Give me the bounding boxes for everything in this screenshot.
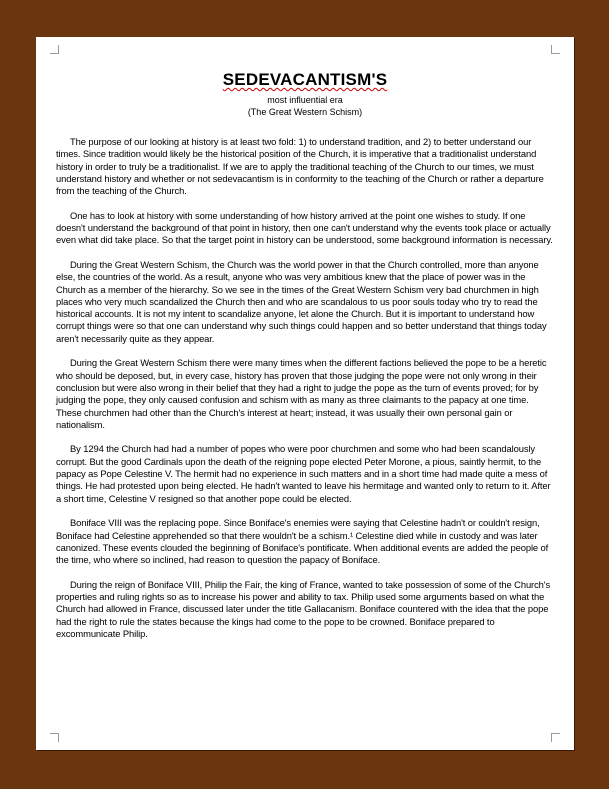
document-subtitle-era[interactable]: most influential era [267, 95, 343, 105]
margin-corner-top-right [551, 45, 560, 54]
paragraph-1[interactable]: The purpose of our looking at history is at least two fold: 1) to understand tradition, and 2) to better understand our times. Since tradition would likely be the historical position of the Church, it is imperative that a traditionalist understand history in order to truly be a traditionalist. If we are to apply the traditional teaching of the Church to our times, we must understand history and whether or not sedevacantism is in conformity to the teaching of the Church or rather a departure from the teaching of the Church. [56, 136, 544, 197]
paragraph-7[interactable]: During the reign of Boniface VIII, Philip the Fair, the king of France, wanted to take possession of some of the Church's properties and ruling rights so as to increase his power and ability to tax. Philip used some arguments based on what the Church had allowed in France, discussed later under the title Gallacanism. Boniface countered with the idea that the pope had the right to rule the states because the kings had come to the pope to be crowned. Boniface prepared to excommunicate Philip. [56, 578, 551, 639]
paragraph-4[interactable]: During the Great Western Schism there were many times when the different factions believed the pope to be a heretic who should be deposed, but, in every case, history has proven that those judging the pope were not only wrong in their conclusion but were also wrong in their belief that they had a right to judge the pope as the turn of events proved; for by judging the pope, they only caused confusion and schism with as many as three claimants to the papacy at one time. These churchmen had other than the Church's interest at heart; instead, it was usually their own personal gain or nationalism. [56, 357, 547, 430]
document-subtitle-schism[interactable]: (The Great Western Schism) [247, 107, 363, 117]
margin-corner-bottom-left [50, 733, 59, 742]
document-body[interactable] [56, 136, 556, 652]
paragraph-2[interactable]: One has to look at history with some understanding of how history arrived at the point one wishes to study. If one doesn't understand the background of that point in history, then one can't understand why the events took place or actually even what did take place. So that the target point in history can be understood, some background information is necessary. [56, 209, 553, 246]
document-page [36, 37, 574, 750]
paragraph-5[interactable]: By 1294 the Church had had a number of popes who were poor churchmen and some who had been scandalously corrupt. But the good Cardinals upon the death of the reigning pope elected Peter Morone, a pious, saintly hermit, to the papacy as Pope Celestine V. The hermit had no experience in such matters and in a short time had made quite a mess of things. He had protested upon being elected. He hadn't wanted to leave his hermitage and wanted only to return to it. After a short time, Celestine V resigned so that another pope could be elected. [56, 443, 551, 504]
document-title-text[interactable]: SEDEVACANTISM'S [222, 70, 388, 89]
paragraph-6[interactable]: Boniface VIII was the replacing pope. Since Boniface's enemies were saying that Celestine hadn't or couldn't resign, Boniface had Celestine apprehended so that there wouldn't be a schism.¹ Celestine died while in custody and was later canonized. These events clouded the beginning of Boniface's pontificate. When additional events are added the people of the time, who where so inclined, had reason to question the papacy of Boniface. [56, 517, 549, 566]
margin-corner-bottom-right [551, 733, 560, 742]
paragraph-3[interactable]: During the Great Western Schism, the Church was the world power in that the Church controlled, more than anyone else, the countries of the world. As a result, anyone who was very ambitious knew that the place of power was in the Church as a member of the hierarchy. So we see in the times of the Great Western Schism very bad churchmen in high places who very much scandalized the Church then and who are scandalous to us poor souls today who try to read the historical accounts. It is not my intent to scandalize anyone, let alone the Church. But it is important to understand how corrupt things were so that one can understand why such things could happen and so better understand that things today aren't necessarily quite as they appear. [56, 258, 547, 344]
document-title[interactable] [36, 70, 574, 90]
margin-corner-top-left [50, 45, 59, 54]
